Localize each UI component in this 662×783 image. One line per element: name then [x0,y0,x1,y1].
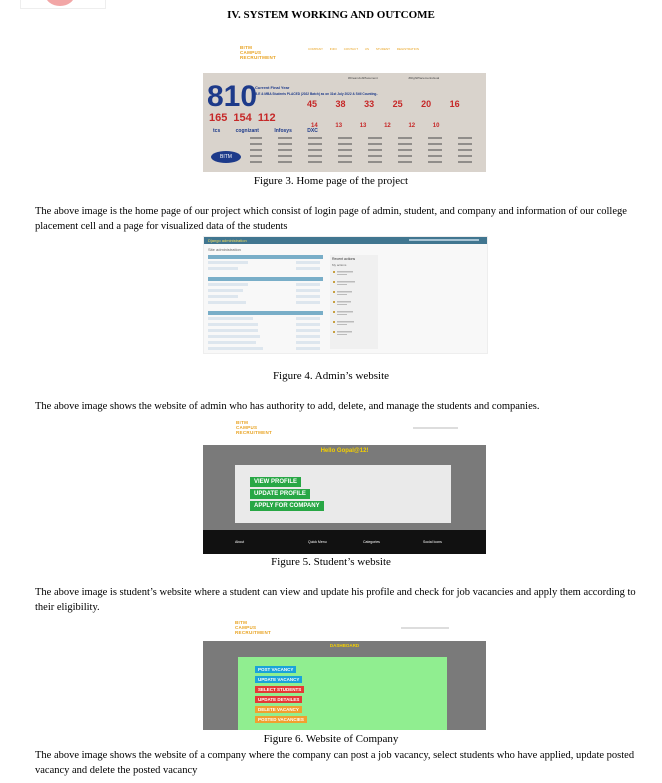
select-students-button[interactable]: SELECT STUDENTS [255,686,304,693]
banner-tags: #DreamJobPlacement #RightPlacementsGoal [348,76,440,80]
banner-stats-big: 165 154 112 [209,112,276,124]
company-nav[interactable] [401,627,449,629]
home-nav[interactable] [308,47,419,51]
section-heading: IV. SYSTEM WORKING AND OUTCOME [227,9,435,21]
nav-company-info[interactable]: COMPANY INFO [308,47,337,51]
admin-recent-actions [330,255,378,349]
nav-student-registration[interactable]: STUDENT REGISTRATION [375,47,420,51]
recent-actions-list [330,267,378,337]
paragraph-admin: The above image shows the website of admin who has authority to add, delete, and manage the students and companies. [35,401,540,412]
banner-stats-row2: 14 13 13 12 12 10 [311,123,440,129]
view-profile-button[interactable]: VIEW PROFILE [250,477,301,487]
nav-contact-us[interactable]: CONTACT US [343,47,369,51]
banner-line1: Current Final Year [255,85,290,90]
bitm-logo: BITM [211,151,241,163]
figure6-caption: Figure 6. Website of Company [263,733,399,745]
admin-subtitle: Site administration [208,247,241,252]
figure5-caption: Figure 5. Student’s website [271,556,391,568]
footer-about[interactable]: About [235,540,245,544]
admin-module-1 [208,255,323,259]
admin-header [204,237,487,244]
banner-line2: B.E & MBA Students PLACED (2022 Batch) as on 31st July 2022 & Still Counting.. [255,92,379,96]
posted-vacancies-button[interactable]: POSTED VACANCIES [255,716,307,723]
paragraph-home: The above image is the home page of our project which consist of login page of admin, student, and company and information of our college placement cell and a page for visualized data of the students [35,206,627,232]
paragraph-student: The above image is student’s website where a student can view and update his profile and check for job vacancies and apply them according to their eligibility. [35,587,636,613]
delete-vacancy-button[interactable]: DELETE VACANCY [255,706,302,713]
student-brand: BITM CAMPUS RECRUITMENT [236,420,273,435]
apply-for-company-button[interactable]: APPLY FOR COMPANY [250,501,324,511]
figure-company-site [203,617,486,730]
home-brand: BITM CAMPUS RECRUITMENT [240,45,277,60]
student-footer [203,530,486,554]
company-panel [203,641,486,730]
banner-stats-row1: 45 38 33 25 20 16 [307,99,460,109]
banner-company-grid [248,135,484,169]
company-brand: BITM CAMPUS RECRUITMENT [235,620,272,635]
figure-student-site [203,417,486,554]
banner-big-number: 810 [207,80,258,113]
update-details-button[interactable]: UPDATE DETAILES [255,696,302,703]
figure4-caption: Figure 4. Admin’s website [272,370,390,382]
header-logo-fragment [20,0,106,9]
recent-actions-title: Recent actions [332,257,356,261]
post-vacancy-button[interactable]: POST VACANCY [255,666,296,673]
update-vacancy-button[interactable]: UPDATE VACANCY [255,676,302,683]
update-profile-button[interactable]: UPDATE PROFILE [250,489,310,499]
admin-user-tools[interactable] [409,239,479,241]
placement-banner [203,73,486,172]
figure-admin-site [203,236,488,354]
banner-logos: tcs cognizant Infosys DXC [213,128,318,134]
footer-categories[interactable]: Categories [363,540,380,544]
student-nav[interactable] [413,427,458,429]
my-actions-title: My actions [332,263,347,267]
footer-social-icons[interactable]: Social Icons [423,540,442,544]
student-greeting: Hello Gopal@12! [320,448,369,454]
footer-quick-menu[interactable]: Quick Menu [308,540,327,544]
figure-home-page [203,42,486,172]
figure3-caption: Figure 3. Home page of the project [253,175,409,187]
admin-module-3 [208,311,323,315]
company-dashboard-title: DASHBOARD [329,643,360,648]
admin-module-2 [208,277,323,281]
paragraph-company: The above image shows the website of a company where the company can post a job vacancy, select students who have applied, update posted vacancy and delete the posted vacancy [35,750,635,776]
student-panel [203,445,486,530]
admin-title: Django administration [208,238,247,243]
